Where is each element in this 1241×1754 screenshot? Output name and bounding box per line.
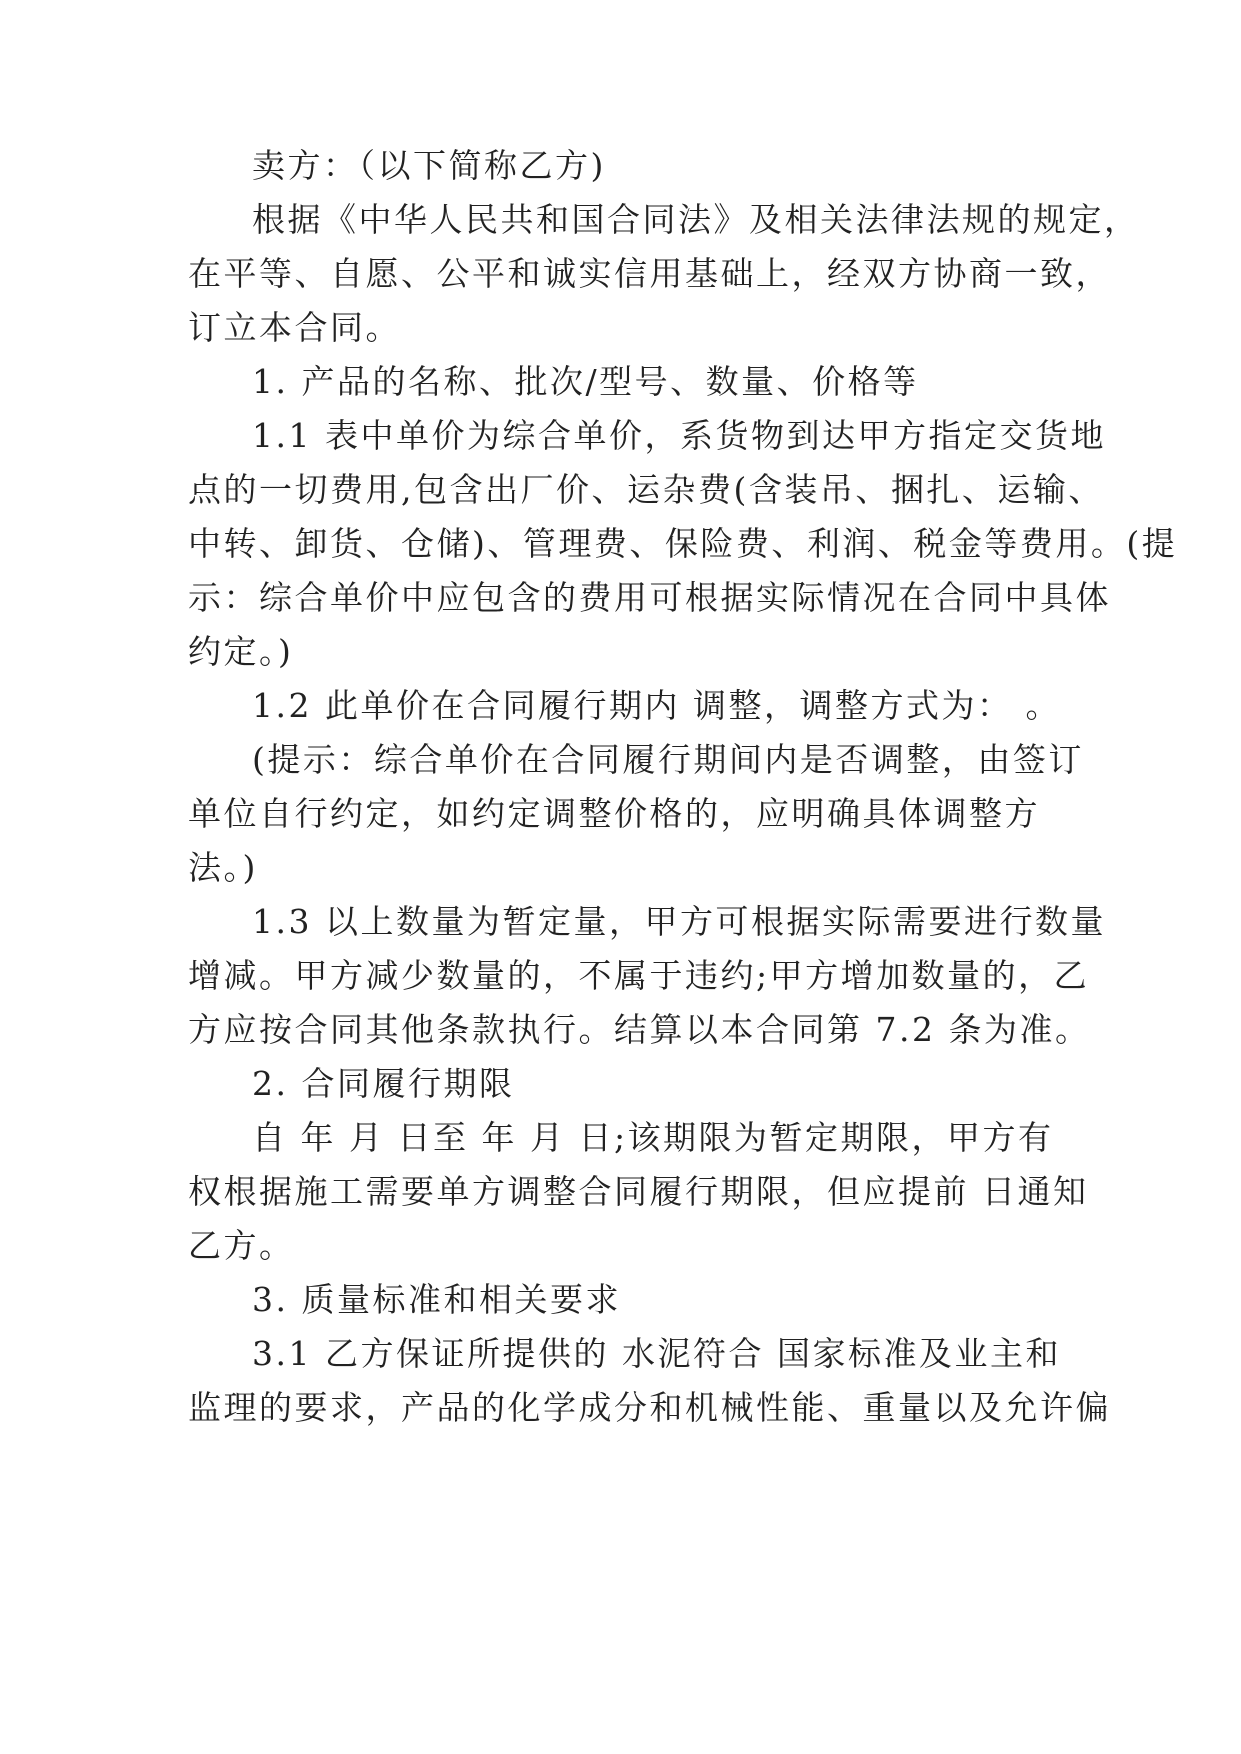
text-line: 约定。) — [188, 632, 294, 671]
text-line: 订立本合同。 — [188, 308, 401, 347]
text-line: 示：综合单价中应包含的费用可根据实际情况在合同中具体 — [188, 578, 1111, 617]
text-line: 在平等、自愿、公平和诚实信用基础上，经双方协商一致， — [188, 254, 1111, 293]
seller-line: 卖方：（以下简称乙方) — [252, 146, 606, 185]
text-line: 中转、卸货、仓储)、管理费、保险费、利润、税金等费用。(提 — [188, 524, 1178, 563]
text-line: 方应按合同其他条款执行。结算以本合同第 7.2 条为准。 — [188, 1010, 1091, 1049]
hint-line: (提示：综合单价在合同履行期间内是否调整，由签订 — [252, 740, 1084, 779]
text-line: 单位自行约定，如约定调整价格的，应明确具体调整方 — [188, 794, 1040, 833]
text-line: 点的一切费用,包含出厂价、运杂费(含装吊、捆扎、运输、 — [188, 470, 1104, 509]
text-line: 增减。甲方减少数量的，不属于违约;甲方增加数量的，乙 — [188, 956, 1090, 995]
section-heading-2: 2. 合同履行期限 — [252, 1064, 515, 1103]
text-line: 根据《中华人民共和国合同法》及相关法律法规的规定， — [252, 200, 1140, 239]
clause-1-3: 1.3 以上数量为暂定量，甲方可根据实际需要进行数量 — [252, 902, 1106, 941]
text-line: 法。) — [188, 848, 258, 887]
text-line: 乙方。 — [188, 1226, 295, 1265]
section-heading-1: 1. 产品的名称、批次/型号、数量、价格等 — [252, 362, 919, 401]
section-heading-3: 3. 质量标准和相关要求 — [252, 1280, 621, 1319]
clause-1-2: 1.2 此单价在合同履行期内 调整，调整方式为： 。 — [252, 686, 1061, 725]
text-line: 监理的要求，产品的化学成分和机械性能、重量以及允许偏 — [188, 1388, 1111, 1427]
clause-3-1: 3.1 乙方保证所提供的 水泥符合 国家标准及业主和 — [252, 1334, 1061, 1373]
text-line: 权根据施工需要单方调整合同履行期限，但应提前 日通知 — [188, 1172, 1089, 1211]
clause-1-1: 1.1 表中单价为综合单价，系货物到达甲方指定交货地 — [252, 416, 1106, 455]
term-line: 自 年 月 日至 年 月 日;该期限为暂定期限，甲方有 — [252, 1118, 1054, 1157]
